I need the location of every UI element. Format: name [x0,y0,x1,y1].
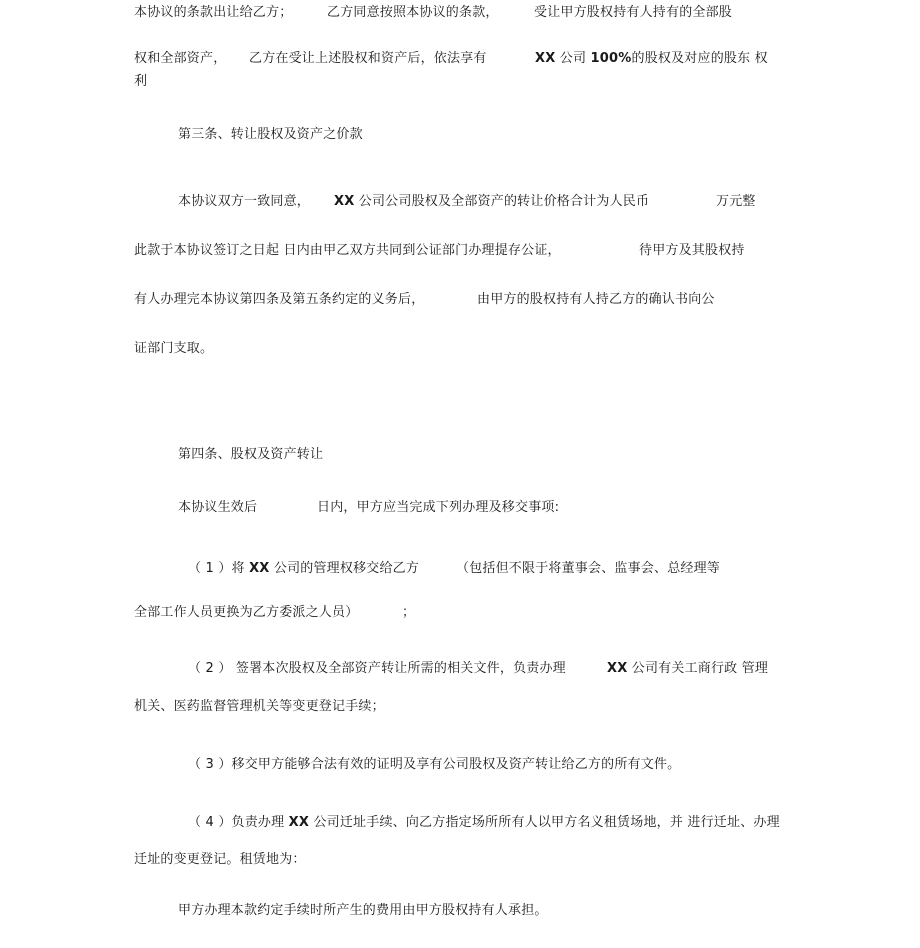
text-line: 待甲方及其股权持 [639,243,745,258]
text-line: （包括但不限于将董事会、监事会、总经理等 [456,561,721,576]
text-span: 公司 [555,51,591,66]
text-span: 的股权及对应的股东 权 [631,51,768,66]
company-placeholder: XX [607,661,628,676]
text-line: 乙方在受让上述股权和资产后，依法享有 [249,51,487,66]
item-number: （ 1 ）将 [188,561,250,576]
text-line: 有人办理完本协议第四条及第五条约定的义务后， [134,292,425,307]
text-line [334,193,649,211]
item-number: （ 4 ）负责办理 [188,815,289,830]
text-line: ； [402,605,416,620]
text-line: 由甲方的股权持有人持乙方的确认书向公 [477,292,715,307]
text-line: 证部门支取。 [134,341,214,356]
text-line: 利 [134,74,148,89]
text-line: 本协议双方一致同意， [178,194,311,209]
text-span: 公司迁址手续、向乙方指定场所所有人以甲方名义租赁场地，并 进行迁址、办理 [309,815,780,830]
percentage: 100% [590,51,632,66]
text-line: 机关、医药监督管理机关等变更登记手续； [134,699,385,714]
text-line [535,50,768,68]
text-line: 日内，甲方应当完成下列办理及移交事项: [317,500,560,515]
text-line: 此款于本协议签订之日起 日内由甲乙双方共同到公证部门办理提存公证， [134,243,561,258]
text-line: 本协议的条款出让给乙方； [134,5,293,20]
list-item-4 [188,814,780,832]
text-line: 本协议生效后 [178,500,258,515]
text-span: 公司有关工商行政 管理 [627,661,769,676]
text-span: 公司公司股权及全部资产的转让价格合计为人民币 [354,194,650,209]
text-span: 公司的管理权移交给乙方 [269,561,420,576]
company-placeholder: XX [535,51,556,66]
text-line: 万元整 [716,194,756,209]
text-line: 甲方办理本款约定手续时所产生的费用由甲方股权持有人承担。 [178,903,548,918]
text-line: 乙方同意按照本协议的条款， [327,5,499,20]
list-item-3: （ 3 ）移交甲方能够合法有效的证明及享有公司股权及资产转让给乙方的所有文件。 [188,757,681,772]
company-placeholder: XX [249,561,270,576]
company-placeholder: XX [334,194,355,209]
text-line [607,660,768,678]
company-placeholder: XX [288,815,310,830]
text-line: 受让甲方股权持有人持有的全部股 [534,5,733,20]
text-line: 迁址的变更登记。租赁地为： [134,852,306,867]
list-item-2: （ 2 ） 签署本次股权及全部资产转让所需的相关文件，负责办理 [188,661,566,676]
article-4-title: 第四条、股权及资产转让 [178,447,324,462]
list-item-1 [188,560,419,578]
article-3-title: 第三条、转让股权及资产之价款 [178,127,363,142]
text-line: 全部工作人员更换为乙方委派之人员） [134,605,359,620]
text-line: 权和全部资产， [134,51,227,66]
